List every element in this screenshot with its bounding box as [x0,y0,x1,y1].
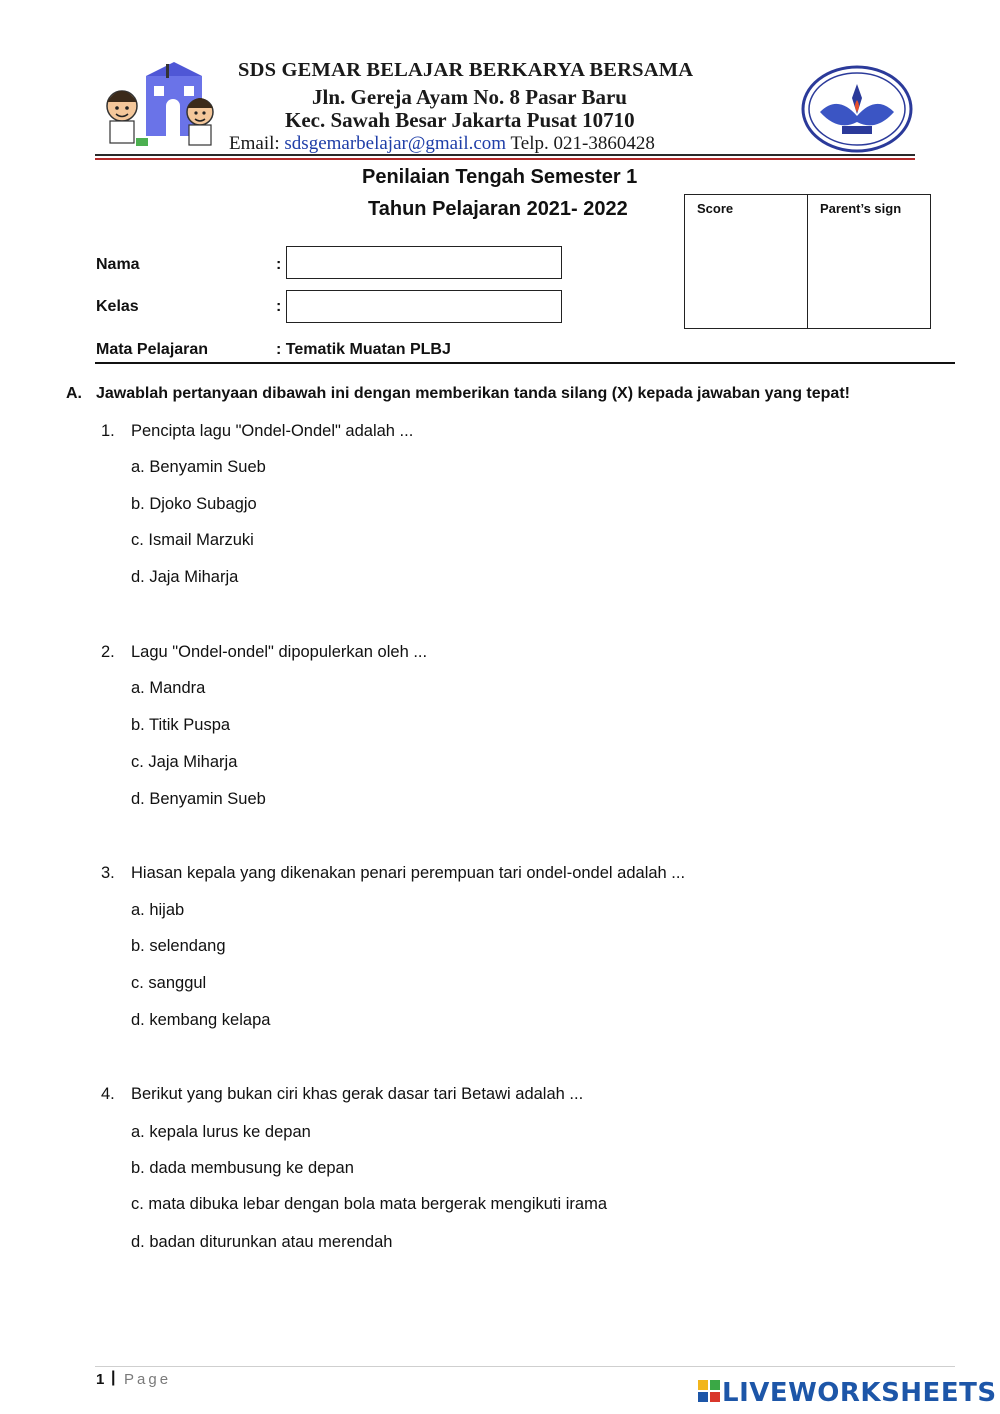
class-colon: : [276,298,282,315]
school-phone: Telp. 021-3860428 [506,133,655,154]
question-number: 3. [101,864,115,882]
class-field[interactable] [286,290,562,323]
liveworksheets-logo-icon [698,1380,720,1402]
tut-wuri-handayani-icon [800,64,914,154]
answer-option[interactable]: b. Djoko Subagjo [131,495,257,513]
subject-value: : Tematik Muatan PLBJ [276,341,451,358]
question-text: Lagu "Ondel-ondel" dipopulerkan oleh ... [131,643,428,661]
answer-option[interactable]: d. badan diturunkan atau merendah [131,1233,393,1251]
answer-option[interactable]: c. mata dibuka lebar dengan bola mata bergerak mengikuti irama [131,1195,608,1213]
answer-option[interactable]: c. sanggul [131,974,207,992]
school-email: sdsgemarbelajar@gmail.com [284,133,507,154]
answer-option[interactable]: d. Jaja Miharja [131,568,239,586]
answer-option[interactable]: a. kepala lurus ke depan [131,1123,311,1141]
exam-year: Tahun Pelajaran 2021- 2022 [368,198,628,220]
school-contact [229,133,655,155]
name-label: Nama [96,256,140,273]
answer-option[interactable]: c. Jaja Miharja [131,753,238,771]
question-text: Hiasan kepala yang dikenakan penari perempuan tari ondel-ondel adalah ... [131,864,686,882]
answer-option[interactable]: a. Benyamin Sueb [131,458,266,476]
score-box [684,194,931,329]
answer-option[interactable]: a. hijab [131,901,185,919]
school-logo-icon [96,58,218,154]
school-address-line2: Kec. Sawah Besar Jakarta Pusat 10710 [285,108,635,132]
question-number: 4. [101,1085,115,1103]
divider [95,362,955,364]
page-word: Page [124,1371,172,1388]
email-label: Email: [229,133,285,154]
name-colon: : [276,256,282,273]
answer-option[interactable]: b. Titik Puspa [131,716,231,734]
answer-option[interactable]: d. Benyamin Sueb [131,790,266,808]
subject-label: Mata Pelajaran [96,341,209,358]
page-separator: | [111,1369,116,1386]
answer-option[interactable]: a. Mandra [131,679,206,697]
section-letter: A. [66,385,82,402]
section-instruction: Jawablah pertanyaan dibawah ini dengan memberikan tanda silang (X) kepada jawaban yang tepat! [96,385,850,402]
footer-rule [95,1366,955,1367]
answer-option[interactable]: b. selendang [131,937,226,955]
exam-title: Penilaian Tengah Semester 1 [362,166,638,188]
score-cell[interactable]: Score [697,201,734,216]
header-rule [95,154,915,156]
question-number: 1. [101,422,115,440]
school-name: SDS GEMAR BELAJAR BERKARYA BERSAMA [238,59,694,81]
header-rule-red [95,158,915,160]
answer-option[interactable]: d. kembang kelapa [131,1011,271,1029]
answer-option[interactable]: b. dada membusung ke depan [131,1159,354,1177]
parent-sign-cell[interactable]: Parent’s sign [807,195,930,328]
liveworksheets-brand[interactable]: LIVEWORKSHEETS [722,1378,997,1408]
question-number: 2. [101,643,115,661]
name-field[interactable] [286,246,562,279]
class-label: Kelas [96,298,139,315]
answer-option[interactable]: c. Ismail Marzuki [131,531,254,549]
school-address-line1: Jln. Gereja Ayam No. 8 Pasar Baru [312,85,627,109]
page-number: 1 [96,1371,105,1388]
question-text: Pencipta lagu "Ondel-Ondel" adalah ... [131,422,414,440]
question-text: Berikut yang bukan ciri khas gerak dasar tari Betawi adalah ... [131,1085,584,1103]
